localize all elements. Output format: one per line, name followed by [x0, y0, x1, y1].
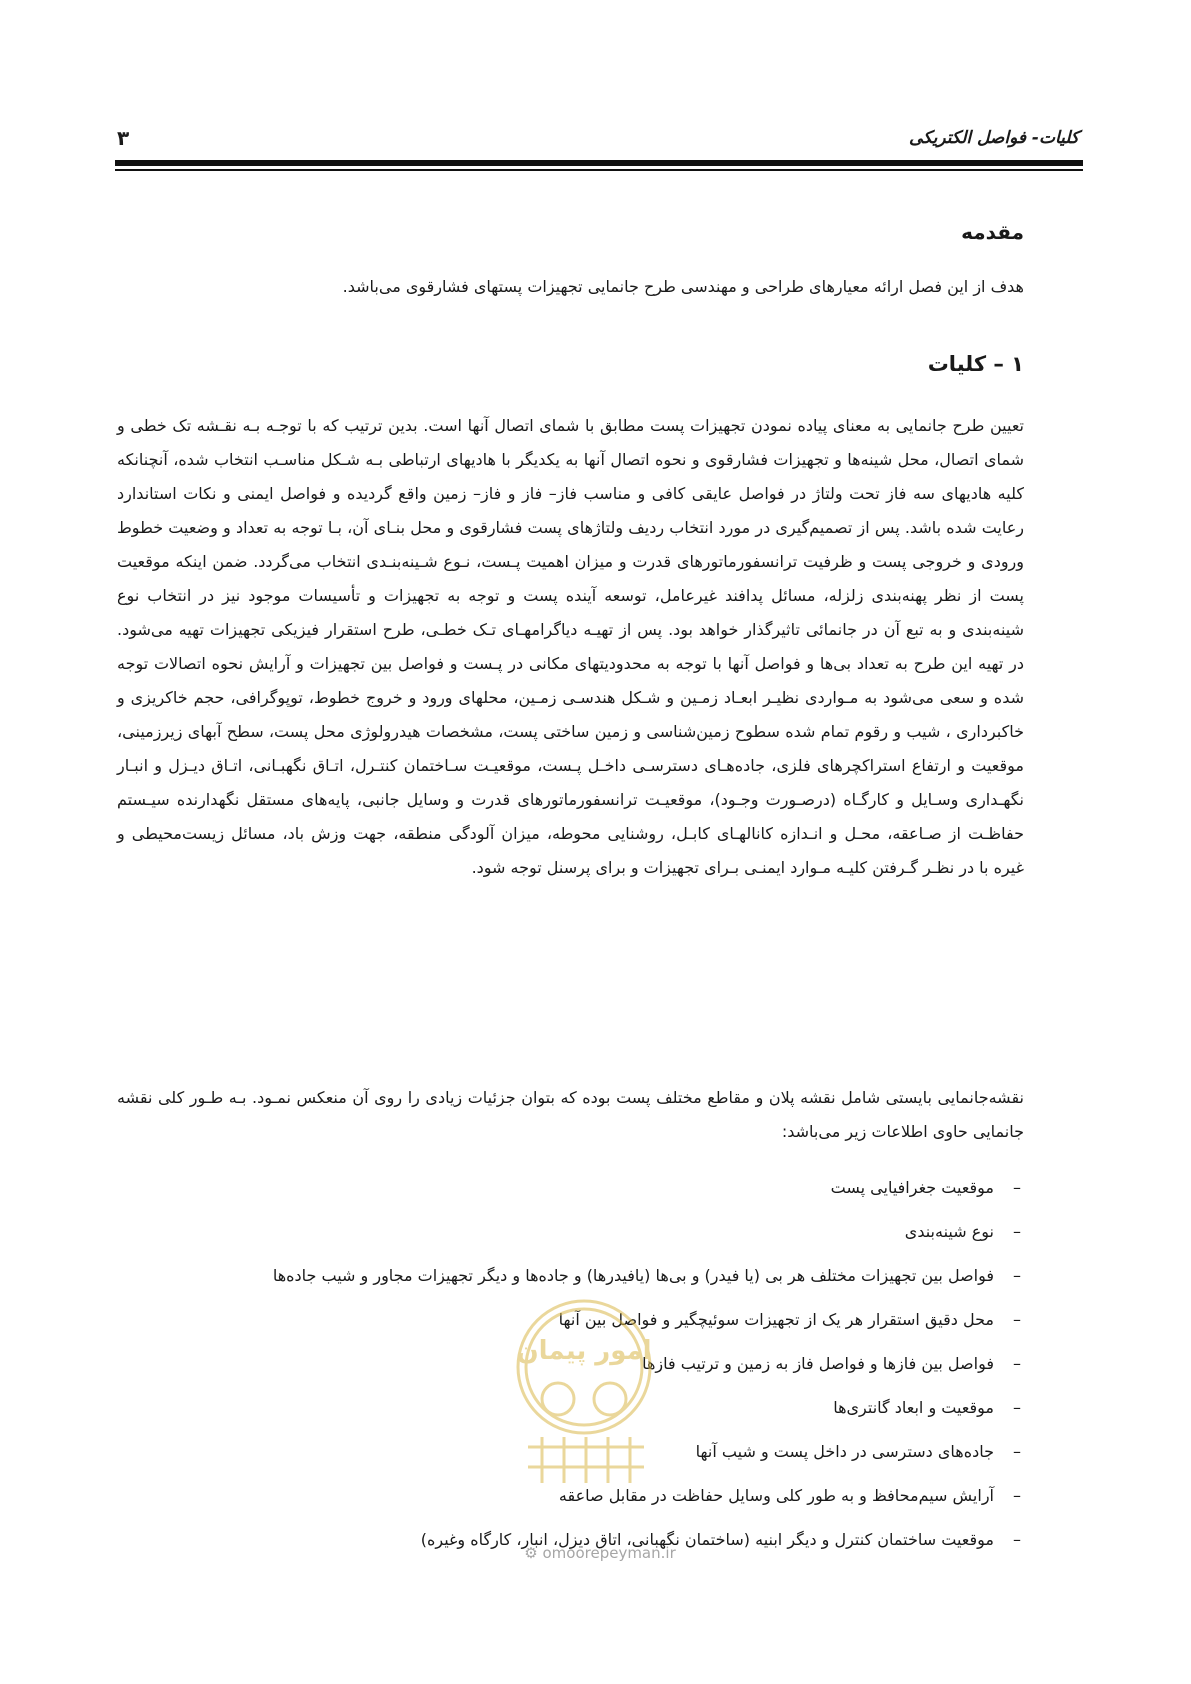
watermark-logo-text: امور پیمان: [516, 1336, 652, 1366]
bullet-dash: –: [1013, 1266, 1021, 1285]
header-rule-thin: [115, 169, 1083, 171]
watermark-url-text: omoorepeyman.ir: [542, 1544, 676, 1562]
bullet-dash: –: [1013, 1178, 1021, 1197]
running-title: کلیات- فواصل الکتریکی: [909, 128, 1079, 148]
list-item-text: محل دقیق استقرار هر یک از تجهیزات سوئیچگیر و فواصل بین آنها: [558, 1310, 994, 1329]
watermark-logo-icon: [508, 1287, 660, 1487]
bullet-dash: –: [1013, 1486, 1021, 1505]
bullet-dash: –: [1013, 1222, 1021, 1241]
section-heading: ۱ – کلیات: [927, 352, 1024, 376]
intro-text: هدف از این فصل ارائه معیارهای طراحی و مهندسی طرح جانمایی تجهیزات پستهای فشارقوی می‌باشد.: [342, 277, 1024, 296]
list-item-text: جاده‌های دسترسی در داخل پست و شیب آنها: [695, 1442, 994, 1461]
watermark-url: ⚙ omoorepeyman.ir: [524, 1544, 676, 1562]
paragraph-2: نقشه‌جانمایی بایستی شامل نقشه پلان و مقاطع مختلف پست بوده که بتوان جزئیات زیادی را روی آن منعکس نمـود. بـه طـور کلی نقشه جانمایی حاوی اطلاعات زیر می‌باشد:: [117, 1088, 1024, 1141]
paragraph-1: تعیین طرح جانمایی به معنای پیاده نمودن تجهیزات پست مطابق با شمای اتصال آنها است. بدین ترتیب که با توجـه بـه نقـشه تک خطی و شمای اتصال، محل شینه‌ها و تجهیزات فشارقوی و نحوه اتصال آنها به یکدیگر با هادیهای ارتباطی بـه شـکل مناسـب انتخاب شده، آنچنانکه کلیه هادیهای سه فاز تحت ولتاژ در فواصل عایقی کافی و مناسب فاز– فاز و فاز– زمین واقع گردیده و فواصل ایمنی و نکات استاندارد رعایت شده باشد. پس از تصمیم‌گیری در مورد انتخاب ردیف ولتاژهای پست فشارقوی و محل بنـای آن، بـا توجه به تعداد و وضعیت خطوط ورودی و خروجی پست و ظرفیت ترانسفورماتورهای قدرت و میزان اهمیت پـست، نـوع شـینه‌بنـدی انتخاب می‌گردد. ضمن اینکه موقعیت پست از نظر پهنه‌بندی زلزله، مسائل پدافند غیرعامل، توسعه آینده پست و توجه به تجهیزات و تأسیسات موجود نیز در انتخاب نوع شینه‌بندی و به تبع آن در جانمائی تاثیرگذار خواهد بود. پس از تهیـه دیاگرامهـای تـک خطـی، طرح استقرار فیزیکی تجهیزات تهیه می‌شود. در تهیه این طرح به تعداد بی‌ها و فواصل آنها با توجه به محدودیتهای مکانی در پـست و فواصل بین تجهیزات و آرایش نحوه اتصالات توجه شده و سعی می‌شود به مـواردی نظیـر ابعـاد زمـین و شـکل هندسـی زمـین، محلهای ورود و خروج خطوط، توپوگرافی، حجم خاکریزی و خاکبرداری ، شیب و رقوم تمام شده سطوح زمین‌شناسی و زمین ساختی پست، مشخصات هیدرولوژی محل پست، سطح آبهای زیرزمینی، موقعیت و ارتفاع استراکچرهای فلزی، جاده‌هـای دسترسـی داخـل پـست، موقعیـت سـاختمان کنتـرل، اتـاق نگهبـانی، اتـاق دیـزل و انبـار نگهـداری وسـایل و کارگـاه (درصـورت وجـود)، موقعیـت ترانسفورماتورهای قدرت و وسایل جانبی، پایه‌های مستقل نگهدارنده سیـستم حفاظـت از صـاعقه، محـل و انـدازه کانالهـای کابـل، روشنایی محوطه، میزان آلودگی منطقه، جهت وزش باد، مسائل زیست‌محیطی و غیره با در نظـر گـرفتن کلیـه مـوارد ایمنـی بـرای تجهیزات و برای پرسنل توجه شود.: [117, 416, 1024, 877]
bullet-dash: –: [1013, 1354, 1021, 1373]
bullet-dash: –: [1013, 1442, 1021, 1461]
bullet-dash: –: [1013, 1530, 1021, 1549]
list-item-text: موقعیت و ابعاد گانتری‌ها: [833, 1398, 994, 1417]
list-item: [117, 1166, 1024, 1210]
bullet-dash: –: [1013, 1398, 1021, 1417]
list-item: [117, 1210, 1024, 1254]
list-item-text: فواصل بین تجهیزات مختلف هر بی (یا فیدر) و بی‌ها (یافیدرها) و جاده‌ها و دیگر تجهیزات مجاور و شیب جاده‌ها: [272, 1266, 994, 1285]
list-item-text: فواصل بین فازها و فواصل فاز به زمین و ترتیب فازها: [642, 1354, 994, 1373]
list-item-text: موقعیت جغرافیایی پست: [830, 1178, 994, 1197]
header-rule-thick: [115, 160, 1083, 166]
page-number: ۳: [117, 126, 130, 150]
bullet-dash: –: [1013, 1310, 1021, 1329]
list-item-text: موقعیت ساختمان کنترل و دیگر ابنیه (ساختمان نگهبانی، اتاق دیزل، انبار، کارگاه وغیره): [420, 1530, 994, 1549]
list-item-text: آرایش سیم‌محافظ و به طور کلی وسایل حفاظت در مقابل صاعقه: [558, 1486, 994, 1505]
intro-heading: مقدمه: [961, 220, 1024, 244]
list-item-text: نوع شینه‌بندی: [904, 1222, 994, 1241]
page-header: [117, 128, 1079, 158]
